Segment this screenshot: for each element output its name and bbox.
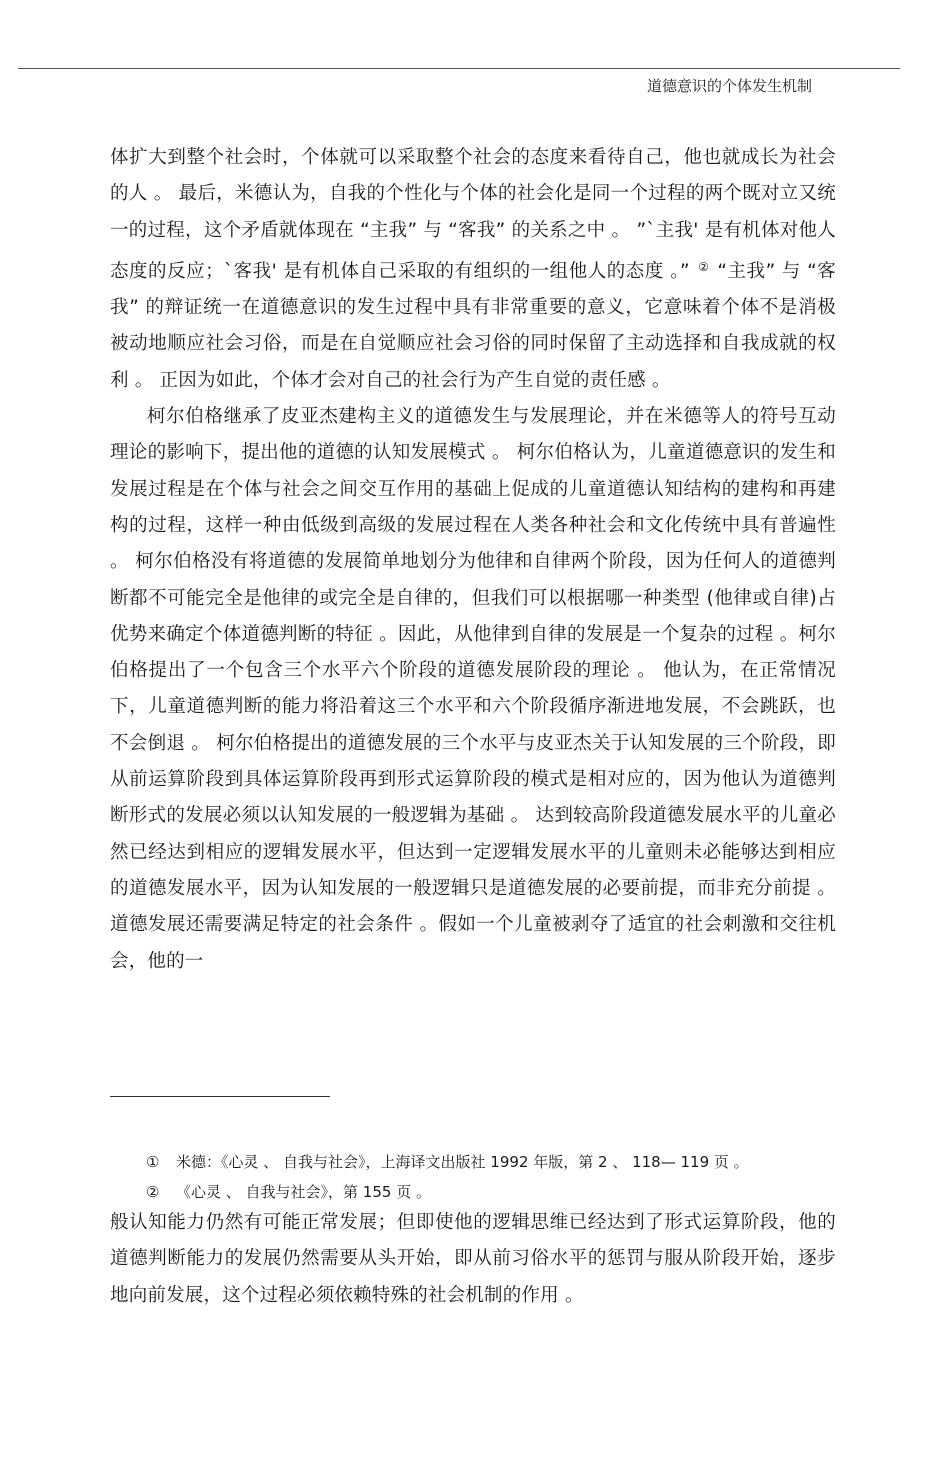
footnote-1-text: 米德：《心灵 、 自我与社会》，上海译文出版社 1992 年版，第 2 、 118— 119 页 。 (176, 1153, 749, 1171)
footnote-ref-2[interactable]: ② (697, 259, 710, 274)
footnote-1-mark: ① (146, 1153, 160, 1171)
footnote-2-text: 《心灵 、 自我与社会》，第 155 页 。 (176, 1183, 431, 1201)
footnote-1 (146, 1147, 846, 1177)
main-text (110, 140, 836, 980)
continuation-text (110, 1205, 836, 1314)
header-rule (18, 68, 900, 69)
footnote-2-mark: ② (146, 1183, 160, 1201)
footnote-rule (110, 1096, 330, 1097)
paragraph-1-text-b: “主我” 与 “客我” 的辩证统一在道德意识的发生过程中具有非常重要的意义，它意味着个体不是消极被动地顺应社会习俗，而是在自觉顺应社会习俗的同时保留了主动选择和自我成就的权利 。 正因为如此，个体才会对自己的社会行为产生自觉的责任感 。 (110, 260, 836, 391)
footnotes (146, 1147, 846, 1207)
footnote-2 (146, 1177, 846, 1207)
paragraph-2: 柯尔伯格继承了皮亚杰建构主义的道德发生与发展理论，并在米德等人的符号互动理论的影响下，提出他的道德的认知发展模式 。 柯尔伯格认为，儿童道德意识的发生和发展过程是在个体与社会之间交互作用的基础上促成的儿童道德认知结构的建构和再建构的过程，这样一种由低级到高级的发展过程在人类各种社会和文化传统中具有普遍性 。 柯尔伯格没有将道德的发展简单地划分为他律和自律两个阶段，因为任何人的道德判断都不可能完全是他律的或完全是自律的，但我们可以根据哪一种类型 (他律或自律)占优势来确定个体道德判断的特征 。因此，从他律到自律的发展是一个复杂的过程 。柯尔伯格提出了一个包含三个水平六个阶段的道德发展阶段的理论 。 他认为，在正常情况下，儿童道德判断的能力将沿着这三个水平和六个阶段循序渐进地发展，不会跳跃，也不会倒退 。 柯尔伯格提出的道德发展的三个水平与皮亚杰关于认知发展的三个阶段，即从前运算阶段到具体运算阶段再到形式运算阶段的模式是相对应的，因为他认为道德判断形式的发展必须以认知发展的一般逻辑为基础 。 达到较高阶段道德发展水平的儿童必然已经达到相应的逻辑发展水平，但达到一定逻辑发展水平的儿童则未必能够达到相应的道德发展水平，因为认知发展的一般逻辑只是道德发展的必要前提，而非充分前提 。道德发展还需要满足特定的社会条件 。假如一个儿童被剥夺了适宜的社会刺激和交往机会，他的一 (110, 406, 836, 972)
paragraph-1 (110, 140, 836, 399)
continuation-paragraph: 般认知能力仍然有可能正常发展；但即使他的逻辑思维已经达到了形式运算阶段，他的道德判断能力的发展仍然需要从头开始，即从前习俗水平的惩罚与服从阶段开始，逐步地向前发展，这个过程必须依赖特殊的社会机制的作用 。 (110, 1212, 836, 1306)
paragraph-1-text-a: 体扩大到整个社会时，个体就可以采取整个社会的态度来看待自己，他也就成长为社会的人 。 最后，米德认为，自我的个性化与个体的社会化是同一个过程的两个既对立又统一的过程，这个矛盾就体现在 “主我” 与 “客我” 的关系之中 。 ”`主我' 是有机体对他人态度的反应；`客我' 是有机体自己采取的有组织的一组他人的态度 。” (110, 147, 836, 282)
running-title: 道德意识的个体发生机制 (646, 77, 812, 95)
